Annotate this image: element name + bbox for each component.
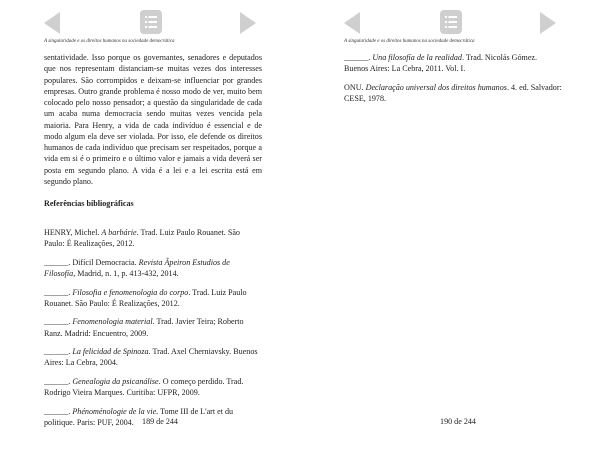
triangle-right-icon [540, 12, 556, 34]
reference-details: . Trad. Luiz Paulo Rouanet. São Paulo: É Realizações, 2012. [44, 228, 240, 249]
references-list [44, 227, 262, 436]
menu-button[interactable] [140, 10, 162, 34]
right-page [300, 0, 600, 450]
previous-page-button[interactable] [344, 12, 360, 34]
reference-title: A barbárie [101, 228, 137, 237]
reference-title: Una filosofía de la realidad [372, 53, 462, 62]
reference-entry [44, 316, 262, 339]
body-paragraph: sentatividade. Isso porque os governantes, senadores e deputados que nos representam distanciam-se muitas vezes dos interesses populares. São corrompidos e deixam-se influenciar por grandes empresas. Outro grande problema é nosso modo de ver, muito bem colocado pelo nosso pensador; a questão da singularidade de cada um acaba numa democracia sendo muitas vezes vencida pela maioria. Para Henry, a vida de cada indivíduo é essencial e de modo algum ela deve ser violada. Por isso, ele defende os direitos humanos de cada indivíduo que precisam ser respeitados, porque a vida em si é o primeiro e o último valor e jamais a vida deverá ser posta em segundo plano. A vida é a lei e a lei escrita está em segundo plano. [44, 53, 262, 186]
next-page-button[interactable] [540, 12, 556, 34]
menu-list-icon [440, 10, 462, 34]
reference-details: . 4. ed. Salvador: CESE, 1978. [344, 82, 562, 104]
running-head: A singularidade e os direitos humanos na sociedade democrática [344, 39, 475, 44]
reference-title: Phénoménologie de la vie [72, 406, 157, 416]
reference-details: . Trad. Luiz Paulo Rouanet. São Paulo: É Realizações, 2012. [44, 287, 247, 308]
viewer-toolbar-right [300, 10, 600, 36]
page-number: 189 de 244 [142, 417, 178, 426]
page-number: 190 de 244 [440, 417, 476, 426]
reference-title: Genealogia da psicanálise [72, 376, 159, 386]
reference-entry [344, 52, 562, 75]
reference-author: ______. [44, 376, 73, 386]
reference-entry [44, 227, 262, 250]
next-page-button[interactable] [240, 12, 256, 34]
reference-entry [44, 376, 262, 399]
reference-author: HENRY, Michel. [44, 228, 102, 237]
reference-details: . Trad. Nicolás Gómez. Buenos Aires: La Cebra, 2011. Vol. I. [344, 53, 538, 74]
running-head: A singularidade e os direitos humanos na sociedade democrática [44, 39, 175, 44]
menu-list-icon [140, 10, 162, 34]
references-list [344, 52, 562, 112]
reference-title: Fenomenologia material [72, 317, 153, 327]
reference-entry [44, 346, 262, 369]
reference-author: ______. [44, 406, 73, 416]
reference-entry [44, 257, 262, 280]
reference-details: . Trad. Axel Cherniavsky. Buenos Aires: La Cebra, 2004. [44, 347, 258, 368]
reference-details: . O começo perdido. Trad. Rodrigo Vieira Marques. Curitiba: UFPR, 2009. [44, 376, 244, 398]
reference-details: . Trad. Javier Teira; Roberto Ranz. Madrid: Encuentro, 2009. [44, 317, 244, 338]
previous-page-button[interactable] [44, 12, 60, 34]
reference-author: ______. Difícil Democracia. [44, 257, 139, 267]
references-heading: Referências bibliográficas [44, 199, 134, 208]
triangle-left-icon [44, 12, 60, 34]
reference-author: ______. [44, 347, 73, 357]
viewer-toolbar-left [0, 10, 300, 36]
reference-title: Declaração universal dos direitos humanos [365, 82, 507, 92]
reference-entry [344, 82, 562, 105]
reference-author: ______. [44, 287, 73, 297]
reference-author: ONU. [344, 82, 366, 92]
reference-entry [44, 287, 262, 310]
triangle-left-icon [344, 12, 360, 34]
reference-title: Revista Âpeiron Estudios de Filosofía [44, 257, 230, 279]
reference-title: Filosofia e fenomenologia do corpo [72, 287, 189, 297]
reference-author: ______. [344, 53, 373, 62]
triangle-right-icon [240, 12, 256, 34]
reference-details: , Madrid, n. 1, p. 413-432, 2014. [73, 269, 179, 279]
reference-details: . Tome III de L'art et du politique. Paris: PUF, 2004. [44, 406, 234, 428]
menu-button[interactable] [440, 10, 462, 34]
reference-author: ______. [44, 317, 73, 327]
reference-title: La felicidad de Spinoza [72, 347, 149, 357]
